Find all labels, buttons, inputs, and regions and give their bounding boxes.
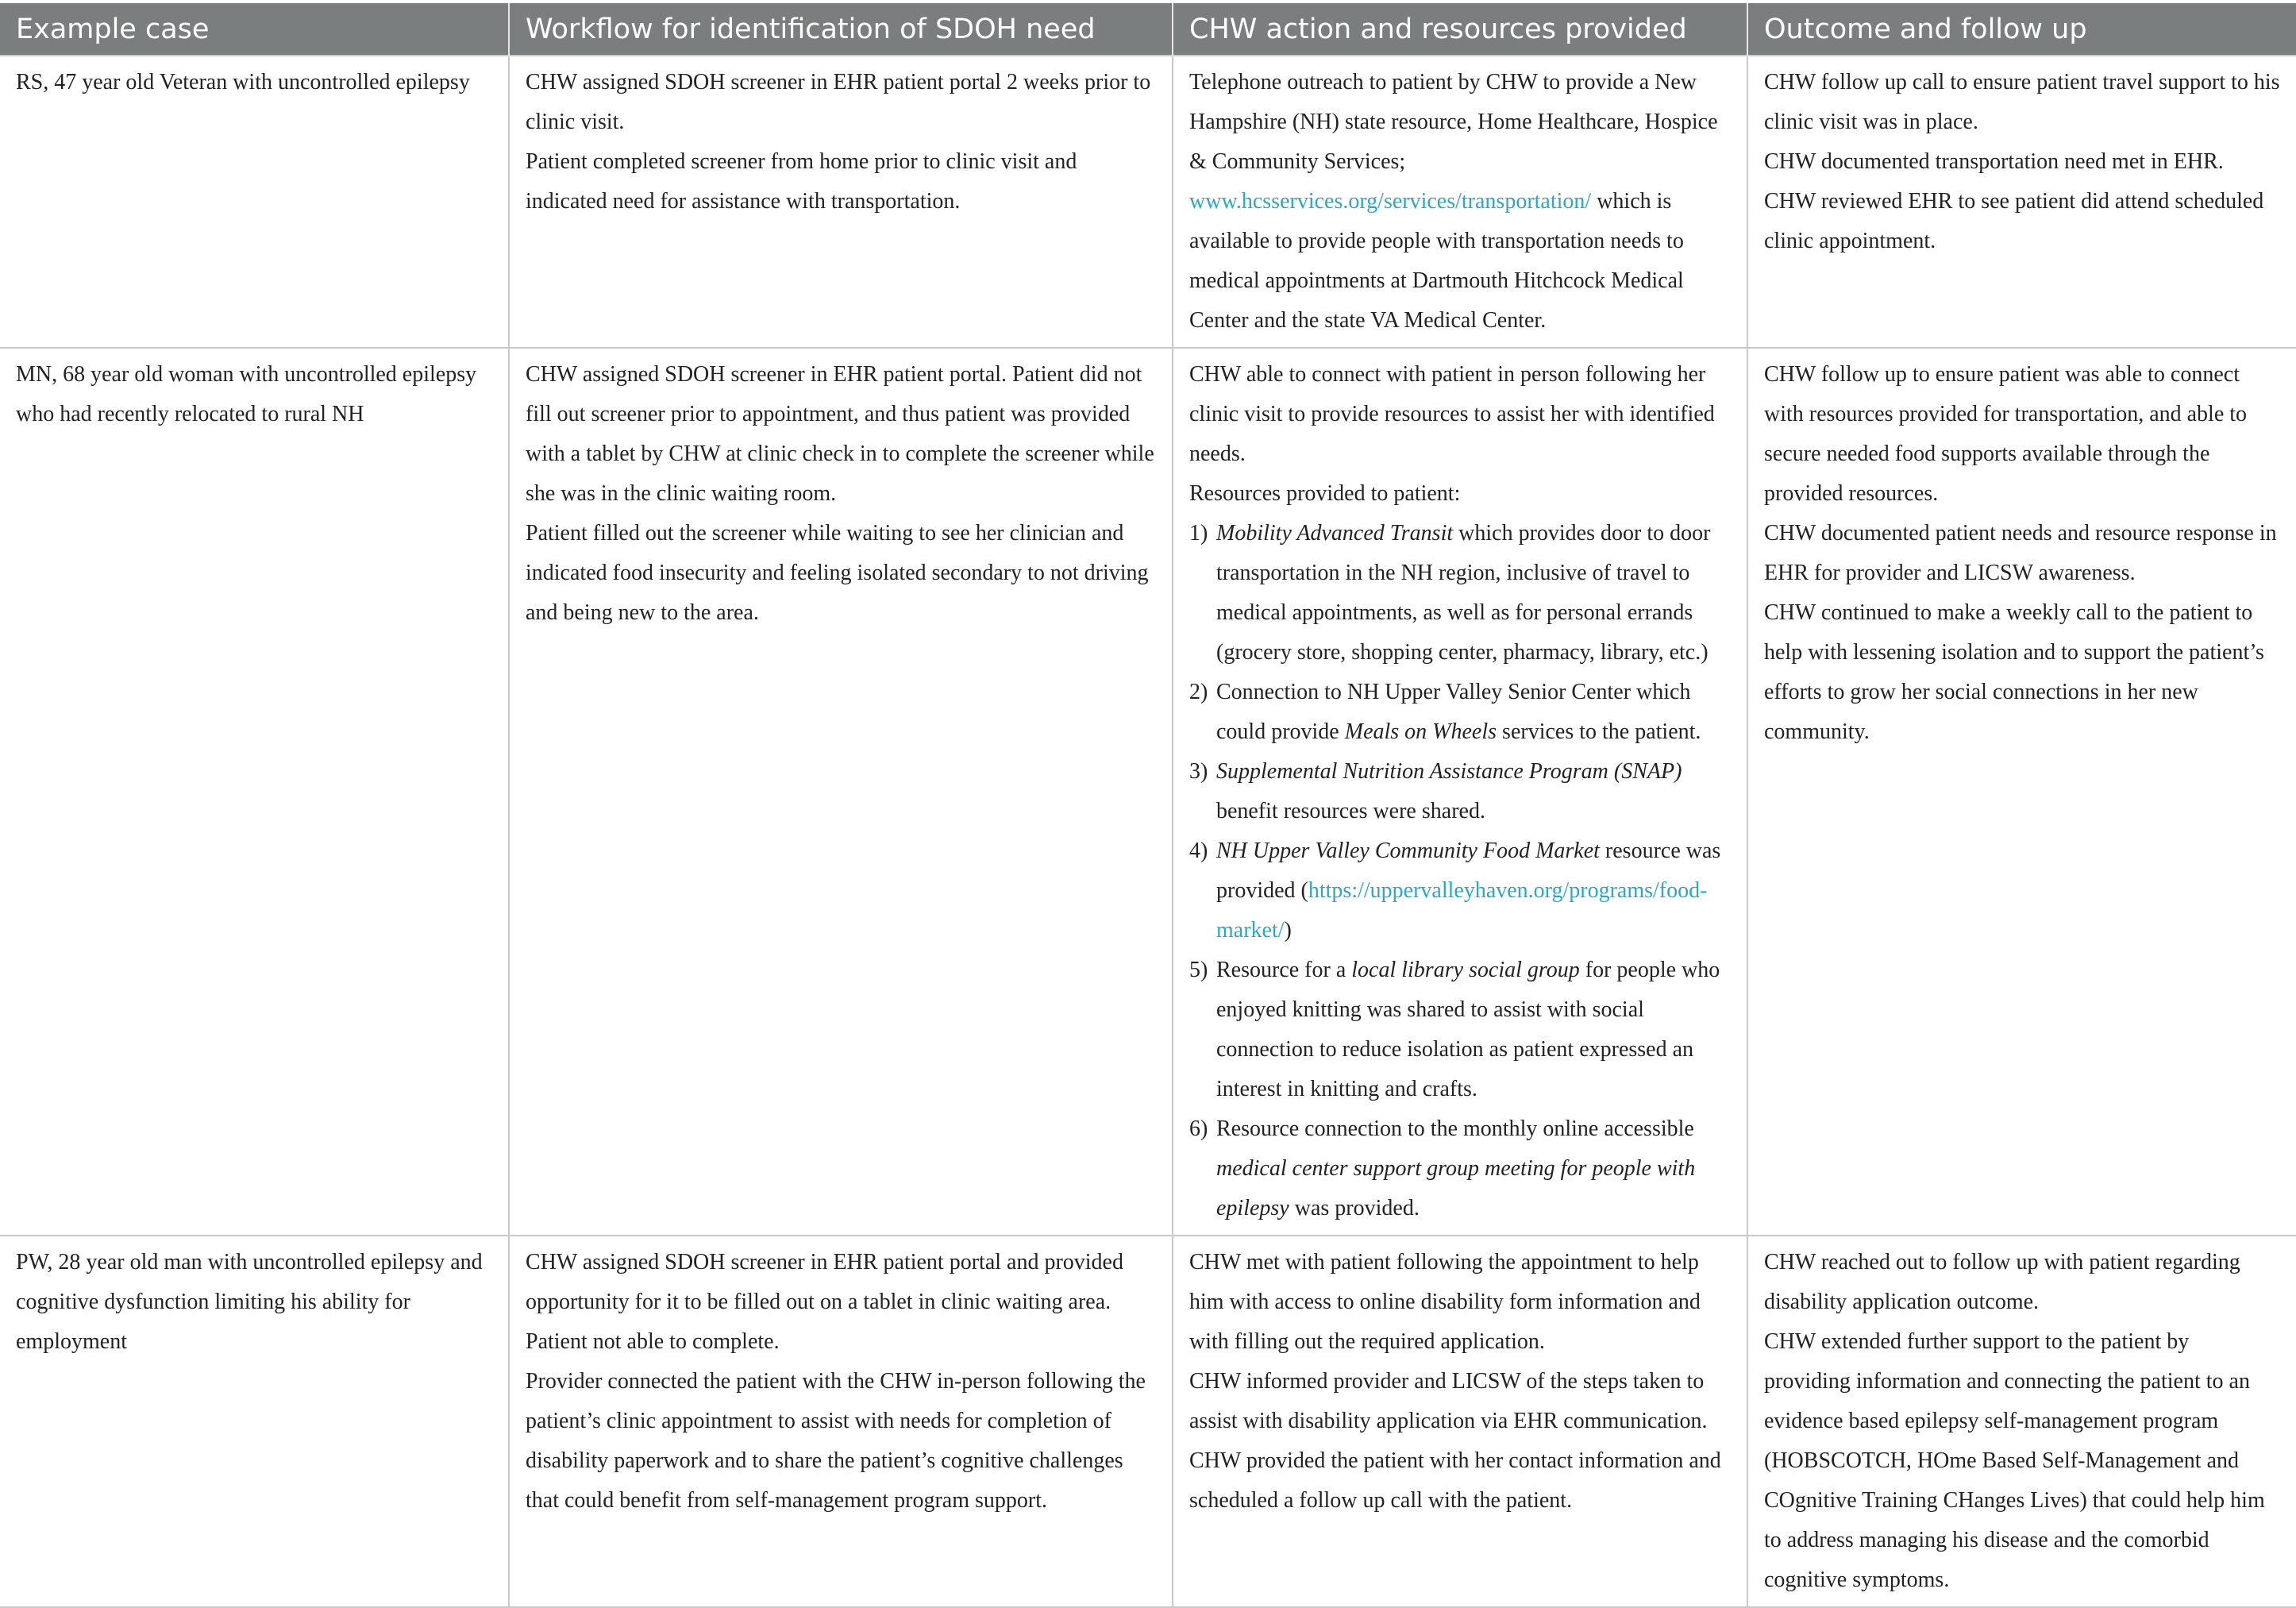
list-item xyxy=(1189,951,1731,1109)
case-cell xyxy=(0,348,509,1236)
action-cell xyxy=(1173,1236,1747,1607)
list-number: 1) xyxy=(1189,521,1208,546)
outcome-text: CHW documented patient needs and resource response in EHR for provider and LICSW awareness. xyxy=(1764,521,2277,585)
header-outcome: Outcome and follow up xyxy=(1747,3,2296,56)
list-item xyxy=(1189,831,1731,951)
workflow-text: CHW assigned SDOH screener in EHR patient portal and provided opportunity for it to be filled out on a tablet in clinic waiting area. xyxy=(526,1250,1123,1314)
outcome-text: CHW follow up to ensure patient was able to connect with resources provided for transportation, and able to secure needed food supports available through the provided resources. xyxy=(1764,362,2248,506)
workflow-text: Patient completed screener from home prior to clinic visit and indicated need for assistance with transportation. xyxy=(526,149,1077,214)
list-number: 3) xyxy=(1189,759,1208,784)
action-text: CHW informed provider and LICSW of the steps taken to assist with disability application via EHR communication. xyxy=(1189,1369,1708,1433)
action-text-after: which is available to provide people with transportation needs to medical appointments at Dartmouth Hitchcock Medical Center and the state VA Medical Center. xyxy=(1189,189,1684,333)
list-number: 5) xyxy=(1189,958,1208,982)
case-text: RS, 47 year old Veteran with uncontrolled epilepsy xyxy=(16,70,470,94)
list-item xyxy=(1189,1109,1731,1228)
action-text: CHW met with patient following the appointment to help him with access to online disability form information and with filling out the required application. xyxy=(1189,1250,1701,1354)
list-number: 2) xyxy=(1189,680,1208,704)
outcome-cell xyxy=(1747,56,2296,348)
action-cell xyxy=(1173,56,1747,348)
resource-list xyxy=(1189,514,1731,1228)
list-item-text: NH Upper Valley Community Food Market resource was provided (https://uppervalleyhaven.org/programs/food-market/) xyxy=(1216,839,1721,943)
table-row xyxy=(0,56,2296,348)
header-example-case: Example case xyxy=(0,3,509,56)
workflow-text: CHW assigned SDOH screener in EHR patient portal. Patient did not fill out screener prior to appointment, and thus patient was provided with a tablet by CHW at clinic check in to complete the screener while she was in the clinic waiting room. xyxy=(526,362,1154,506)
outcome-text: CHW follow up call to ensure patient travel support to his clinic visit was in place. xyxy=(1764,70,2280,134)
list-item-text: Resource connection to the monthly online accessible medical center support group meeting for people with epilepsy was provided. xyxy=(1216,1116,1696,1220)
list-item xyxy=(1189,514,1731,673)
list-item-text: Supplemental Nutrition Assistance Program (SNAP) benefit resources were shared. xyxy=(1216,759,1682,823)
outcome-cell xyxy=(1747,1236,2296,1607)
header-row xyxy=(0,3,2296,56)
action-cell xyxy=(1173,348,1747,1236)
workflow-cell xyxy=(509,56,1173,348)
list-item xyxy=(1189,673,1731,752)
workflow-cell xyxy=(509,1236,1173,1607)
list-item-text: Connection to NH Upper Valley Senior Center which could provide Meals on Wheels services to the patient. xyxy=(1216,680,1701,744)
header-workflow: Workflow for identification of SDOH need xyxy=(509,3,1173,56)
outcome-text: CHW documented transportation need met in EHR. xyxy=(1764,149,2224,174)
action-text: CHW able to connect with patient in person following her clinic visit to provide resources to assist her with identified needs. xyxy=(1189,362,1715,466)
action-text: CHW provided the patient with her contact information and scheduled a follow up call with the patient. xyxy=(1189,1448,1721,1513)
case-cell xyxy=(0,56,509,348)
transportation-link[interactable]: www.hcsservices.org/services/transportation/ xyxy=(1189,189,1592,214)
outcome-text: CHW reached out to follow up with patient regarding disability application outcome. xyxy=(1764,1250,2240,1314)
case-cell xyxy=(0,1236,509,1607)
header-chw-action: CHW action and resources provided xyxy=(1173,3,1747,56)
list-number: 4) xyxy=(1189,839,1208,863)
list-number: 6) xyxy=(1189,1116,1208,1141)
action-text-before: Telephone outreach to patient by CHW to provide a New Hampshire (NH) state resource, Home Healthcare, Hospice & Community Services; xyxy=(1189,70,1718,174)
outcome-text: CHW continued to make a weekly call to the patient to help with lessening isolation and to support the patient’s efforts to grow her social connections in her new community. xyxy=(1764,600,2264,744)
outcome-cell xyxy=(1747,348,2296,1236)
list-item-text: Mobility Advanced Transit which provides door to door transportation in the NH region, inclusive of travel to medical appointments, as well as for personal errands (grocery store, shopping center, pharmacy, library, etc.) xyxy=(1216,521,1711,665)
food-market-link[interactable]: https://uppervalleyhaven.org/programs/food-market/ xyxy=(1216,878,1708,943)
table-row xyxy=(0,1236,2296,1607)
workflow-cell xyxy=(509,348,1173,1236)
action-text xyxy=(1189,63,1731,341)
table-row xyxy=(0,348,2296,1236)
action-text: Resources provided to patient: xyxy=(1189,481,1461,506)
workflow-text: Patient not able to complete. xyxy=(526,1329,780,1354)
workflow-text: CHW assigned SDOH screener in EHR patient portal 2 weeks prior to clinic visit. xyxy=(526,70,1151,134)
outcome-text: CHW extended further support to the patient by providing information and connecting the patient to an evidence based epilepsy self-management program (HOBSCOTCH, HOme Based Self-Management and COgnitive Training CHanges Lives) that could help him to address managing his disease and the comorbid cognitive symptoms. xyxy=(1764,1329,2265,1592)
case-text: MN, 68 year old woman with uncontrolled epilepsy who had recently relocated to rural NH xyxy=(16,362,477,426)
outcome-text: CHW reviewed EHR to see patient did attend scheduled clinic appointment. xyxy=(1764,189,2264,253)
workflow-text: Patient filled out the screener while waiting to see her clinician and indicated food insecurity and feeling isolated secondary to not driving and being new to the area. xyxy=(526,521,1149,625)
sdoh-case-table xyxy=(0,3,2296,1608)
list-item xyxy=(1189,752,1731,831)
workflow-text: Provider connected the patient with the CHW in-person following the patient’s clinic appointment to assist with needs for completion of disability paperwork and to share the patient’s cognitive challenges that could benefit from self-management program support. xyxy=(526,1369,1146,1513)
case-text: PW, 28 year old man with uncontrolled epilepsy and cognitive dysfunction limiting his ability for employment xyxy=(16,1250,483,1354)
list-item-text: Resource for a local library social group for people who enjoyed knitting was shared to assist with social connection to reduce isolation as patient expressed an interest in knitting and crafts. xyxy=(1216,958,1720,1101)
